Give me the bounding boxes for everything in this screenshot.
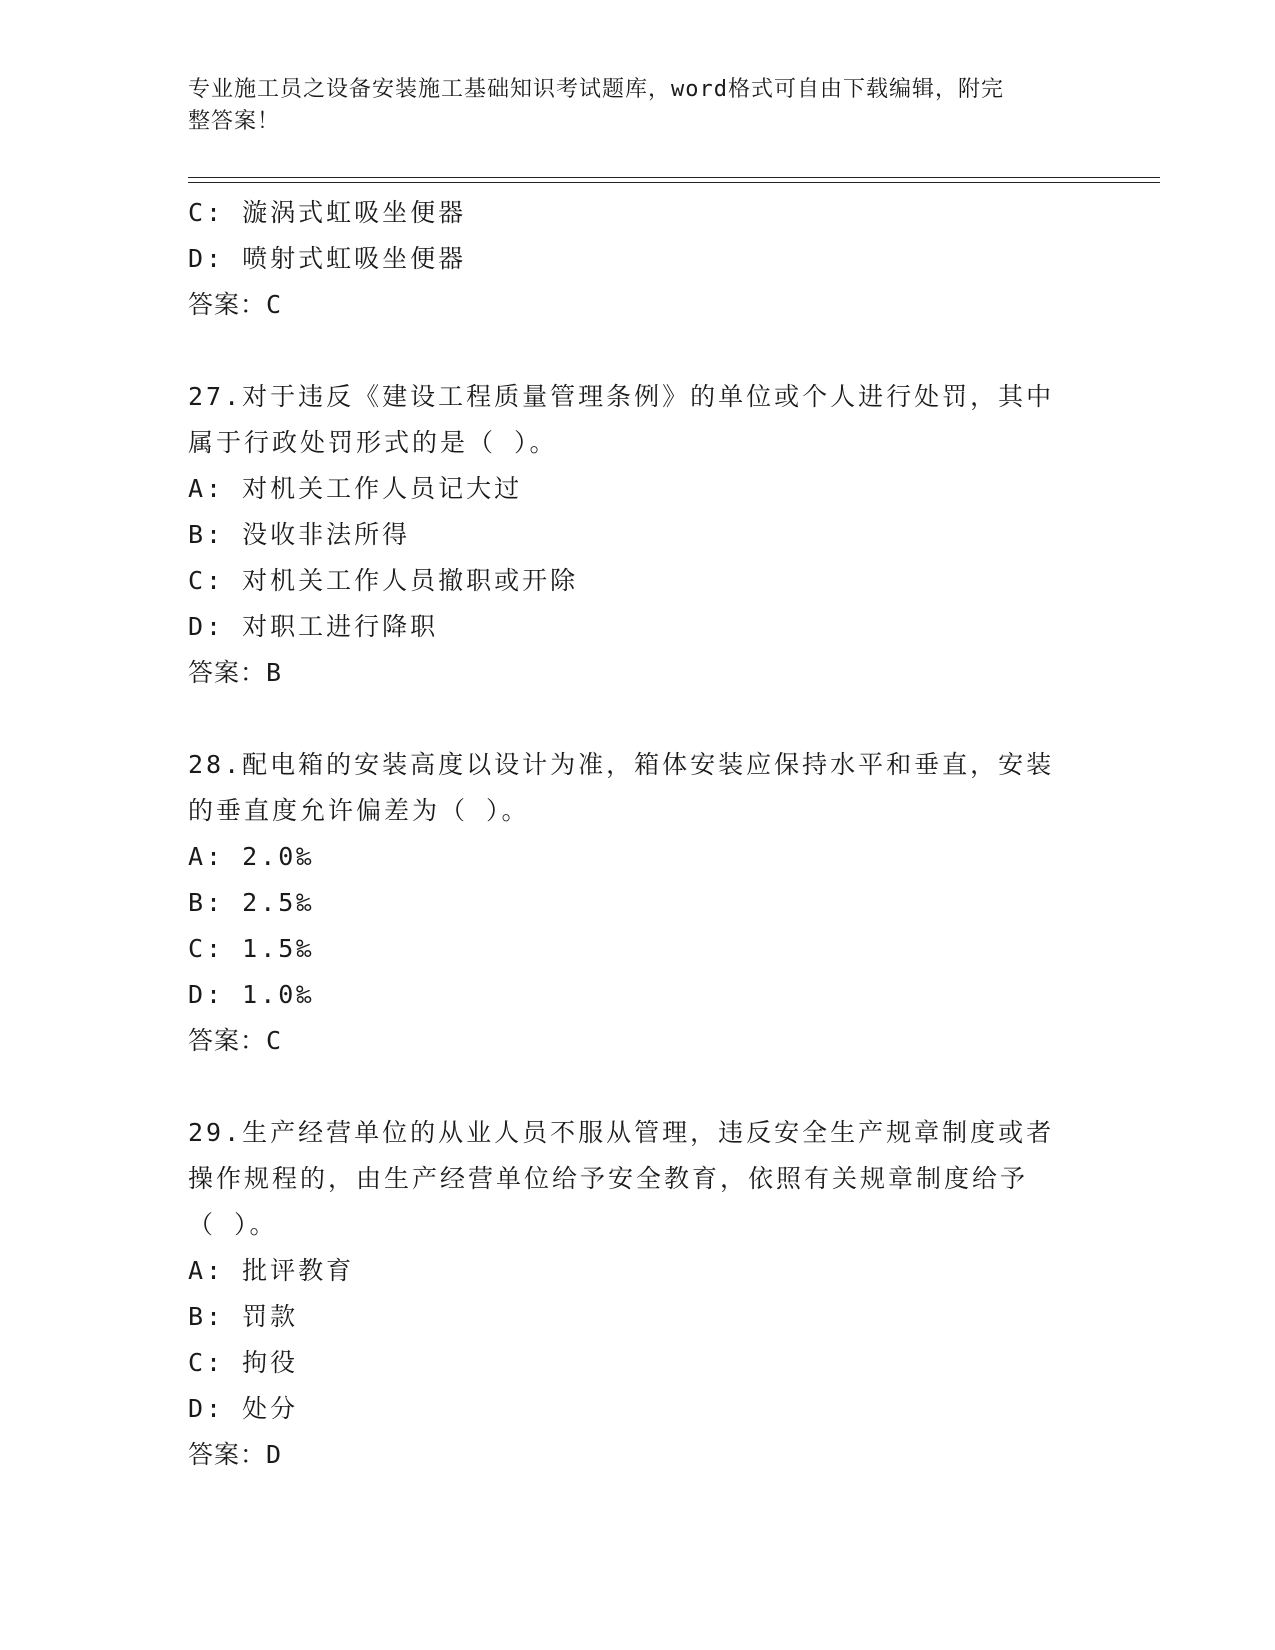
- question-28: [188, 742, 1088, 1064]
- header-title-line-1: 专业施工员之设备安装施工基础知识考试题库，word格式可自由下载编辑，附完: [188, 77, 1004, 102]
- option-d: D: 处分: [188, 1394, 299, 1423]
- option-a: A: 对机关工作人员记大过: [188, 474, 523, 503]
- question-27: [188, 374, 1088, 696]
- question-29: [188, 1110, 1088, 1478]
- document-body: [188, 190, 1088, 1478]
- header-divider: [188, 177, 1160, 183]
- option-c: C: 漩涡式虹吸坐便器: [188, 198, 467, 227]
- option-d: D: 对职工进行降职: [188, 612, 439, 641]
- option-a: A: 2.0‰: [188, 842, 315, 871]
- spacer: [188, 696, 1088, 742]
- option-b: B: 没收非法所得: [188, 520, 411, 549]
- option-c: C: 1.5‰: [188, 934, 315, 963]
- question-stem-line: 的垂直度允许偏差为（ ）。: [188, 796, 530, 825]
- question-stem-line: 属于行政处罚形式的是（ ）。: [188, 428, 558, 457]
- answer-line: 答案：C: [188, 1026, 283, 1055]
- option-d: D: 1.0‰: [188, 980, 315, 1009]
- question-stem-line: 28.配电箱的安装高度以设计为准，箱体安装应保持水平和垂直，安装: [188, 750, 1055, 779]
- question-stem-line: 操作规程的，由生产经营单位给予安全教育，依照有关规章制度给予: [188, 1164, 1029, 1193]
- header-title-line-2: 整答案！: [188, 109, 281, 134]
- option-c: C: 拘役: [188, 1348, 299, 1377]
- answer-line: 答案：C: [188, 290, 283, 319]
- option-b: B: 罚款: [188, 1302, 299, 1331]
- answer-line: 答案：D: [188, 1440, 283, 1469]
- answer-line: 答案：B: [188, 658, 283, 687]
- question-stem-line: （ ）。: [188, 1210, 278, 1239]
- option-d: D: 喷射式虹吸坐便器: [188, 244, 467, 273]
- option-b: B: 2.5‰: [188, 888, 315, 917]
- option-a: A: 批评教育: [188, 1256, 355, 1285]
- question-26-continuation: [188, 190, 1088, 328]
- document-header: [188, 74, 1068, 138]
- question-stem-line: 27.对于违反《建设工程质量管理条例》的单位或个人进行处罚，其中: [188, 382, 1055, 411]
- question-stem-line: 29.生产经营单位的从业人员不服从管理，违反安全生产规章制度或者: [188, 1118, 1055, 1147]
- option-c: C: 对机关工作人员撤职或开除: [188, 566, 579, 595]
- spacer: [188, 1064, 1088, 1110]
- spacer: [188, 328, 1088, 374]
